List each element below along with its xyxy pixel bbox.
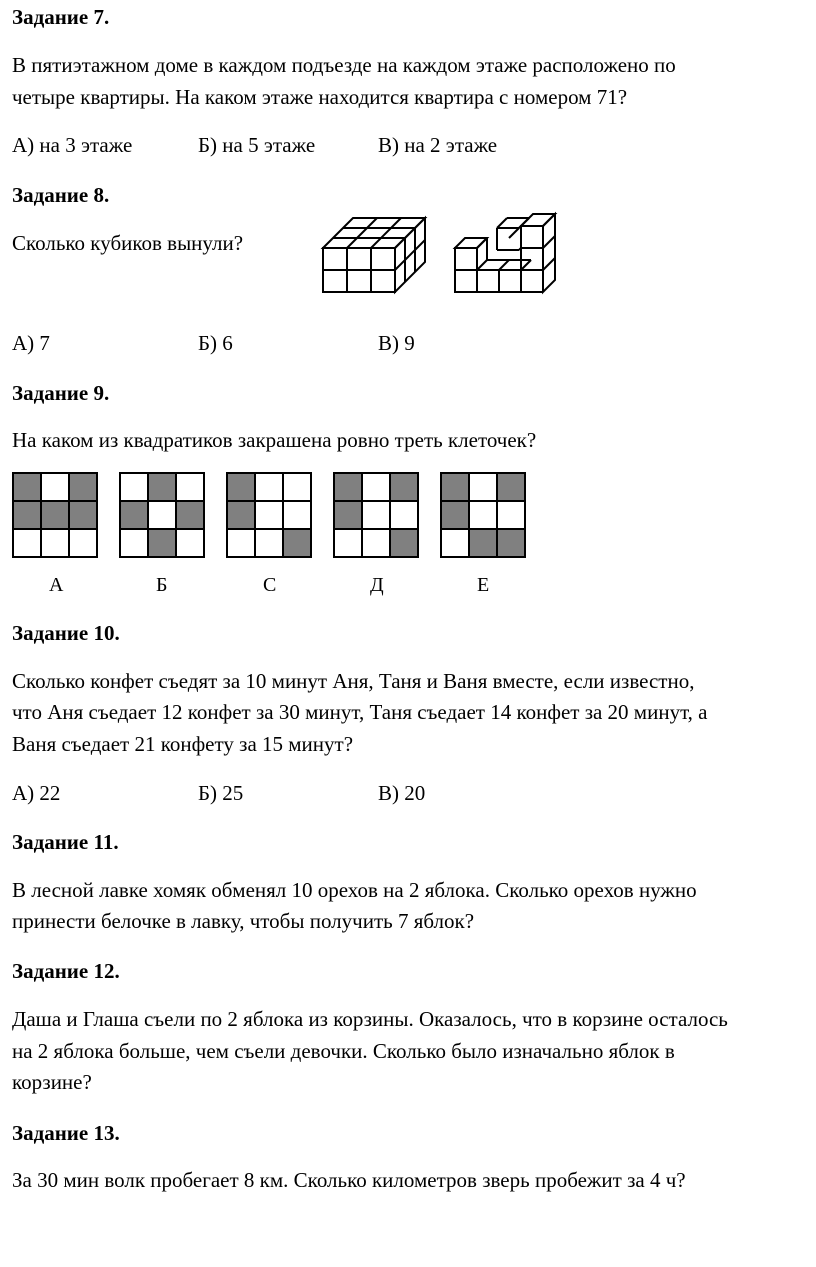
grid-label-4: Д bbox=[370, 574, 384, 596]
task-7-heading: Задание 7. bbox=[12, 5, 110, 29]
blank-cell bbox=[497, 501, 525, 529]
shaded-cell bbox=[148, 529, 176, 557]
blank-cell bbox=[390, 501, 418, 529]
task-13-heading: Задание 13. bbox=[12, 1121, 120, 1145]
shaded-cell bbox=[227, 473, 255, 501]
task-13-text: За 30 мин волк пробегает 8 км. Сколько километров зверь пробежит за 4 ч? bbox=[12, 1168, 686, 1192]
task-12-heading: Задание 12. bbox=[12, 959, 120, 983]
blank-cell bbox=[176, 473, 204, 501]
blank-cell bbox=[283, 501, 311, 529]
shaded-cell bbox=[13, 501, 41, 529]
blank-cell bbox=[148, 501, 176, 529]
task-7-option-c: В) на 2 этаже bbox=[378, 133, 498, 157]
task-7-text-line-2: четыре квартиры. На каком этаже находится квартира с номером 71? bbox=[12, 85, 628, 109]
shaded-cell bbox=[469, 529, 497, 557]
grid-2 bbox=[119, 472, 205, 558]
task-10-option-b: Б) 25 bbox=[198, 781, 244, 805]
task-10-text-line-1: Сколько конфет съедят за 10 минут Аня, Таня и Ваня вместе, если известно, bbox=[12, 669, 695, 693]
shaded-cell bbox=[390, 473, 418, 501]
blank-cell bbox=[255, 473, 283, 501]
shaded-cell bbox=[176, 501, 204, 529]
shaded-cell bbox=[390, 529, 418, 557]
task-8-question: Сколько кубиков вынули? bbox=[12, 231, 244, 255]
blank-cell bbox=[362, 501, 390, 529]
task-10-text-line-2: что Аня съедает 12 конфет за 30 минут, Таня съедает 14 конфет за 20 минут, а bbox=[12, 700, 708, 724]
blank-cell bbox=[469, 501, 497, 529]
task-10-option-c: В) 20 bbox=[378, 781, 426, 805]
blank-cell bbox=[469, 473, 497, 501]
blank-cell bbox=[255, 529, 283, 557]
blank-cell bbox=[283, 473, 311, 501]
task-9-heading: Задание 9. bbox=[12, 381, 110, 405]
task-10-option-a: А) 22 bbox=[12, 781, 61, 805]
blank-cell bbox=[441, 529, 469, 557]
blank-cell bbox=[176, 529, 204, 557]
task-11-text-line-2: принести белочке в лавку, чтобы получить 7 яблок? bbox=[12, 909, 475, 933]
removed-cube-block-figure bbox=[454, 212, 574, 294]
full-cube-block-figure bbox=[322, 212, 442, 294]
task-10-text-line-3: Ваня съедает 21 конфету за 15 минут? bbox=[12, 732, 354, 756]
shaded-cell bbox=[497, 473, 525, 501]
task-12-text-line-2: на 2 яблока больше, чем съели девочки. Сколько было изначально яблок в bbox=[12, 1039, 675, 1063]
shaded-cell bbox=[441, 473, 469, 501]
task-12-text-line-3: корзине? bbox=[12, 1070, 92, 1094]
task-11-text-line-1: В лесной лавке хомяк обменял 10 орехов на 2 яблока. Сколько орехов нужно bbox=[12, 878, 697, 902]
shaded-cell bbox=[227, 501, 255, 529]
task-8-option-b: Б) 6 bbox=[198, 331, 233, 355]
blank-cell bbox=[120, 473, 148, 501]
blank-cell bbox=[69, 529, 97, 557]
shaded-cell bbox=[334, 473, 362, 501]
task-8-option-a: А) 7 bbox=[12, 331, 50, 355]
blank-cell bbox=[255, 501, 283, 529]
shaded-cell bbox=[120, 501, 148, 529]
task-12-text-line-1: Даша и Глаша съели по 2 яблока из корзины. Оказалось, что в корзине осталось bbox=[12, 1007, 728, 1031]
task-8-option-c: В) 9 bbox=[378, 331, 415, 355]
grid-5 bbox=[440, 472, 526, 558]
task-7-option-b: Б) на 5 этаже bbox=[198, 133, 316, 157]
blank-cell bbox=[41, 529, 69, 557]
blank-cell bbox=[13, 529, 41, 557]
grid-label-3: С bbox=[263, 574, 277, 596]
blank-cell bbox=[227, 529, 255, 557]
blank-cell bbox=[362, 473, 390, 501]
task-8-heading: Задание 8. bbox=[12, 183, 110, 207]
shaded-cell bbox=[148, 473, 176, 501]
blank-cell bbox=[120, 529, 148, 557]
blank-cell bbox=[362, 529, 390, 557]
blank-cell bbox=[41, 473, 69, 501]
shaded-cell bbox=[13, 473, 41, 501]
task-11-heading: Задание 11. bbox=[12, 830, 119, 854]
shaded-cell bbox=[283, 529, 311, 557]
grid-1 bbox=[12, 472, 98, 558]
shaded-cell bbox=[441, 501, 469, 529]
shaded-cell bbox=[334, 501, 362, 529]
task-7-text-line-1: В пятиэтажном доме в каждом подъезде на каждом этаже расположено по bbox=[12, 53, 676, 77]
grid-label-2: Б bbox=[156, 574, 168, 596]
shaded-cell bbox=[41, 501, 69, 529]
grid-label-5: Е bbox=[477, 574, 490, 596]
shaded-cell bbox=[497, 529, 525, 557]
task-10-heading: Задание 10. bbox=[12, 621, 120, 645]
shaded-cell bbox=[69, 501, 97, 529]
grid-3 bbox=[226, 472, 312, 558]
task-9-question: На каком из квадратиков закрашена ровно треть клеточек? bbox=[12, 428, 537, 452]
grid-4 bbox=[333, 472, 419, 558]
shaded-cell bbox=[69, 473, 97, 501]
task-7-option-a: А) на 3 этаже bbox=[12, 133, 133, 157]
blank-cell bbox=[334, 529, 362, 557]
grid-label-1: А bbox=[49, 574, 64, 596]
